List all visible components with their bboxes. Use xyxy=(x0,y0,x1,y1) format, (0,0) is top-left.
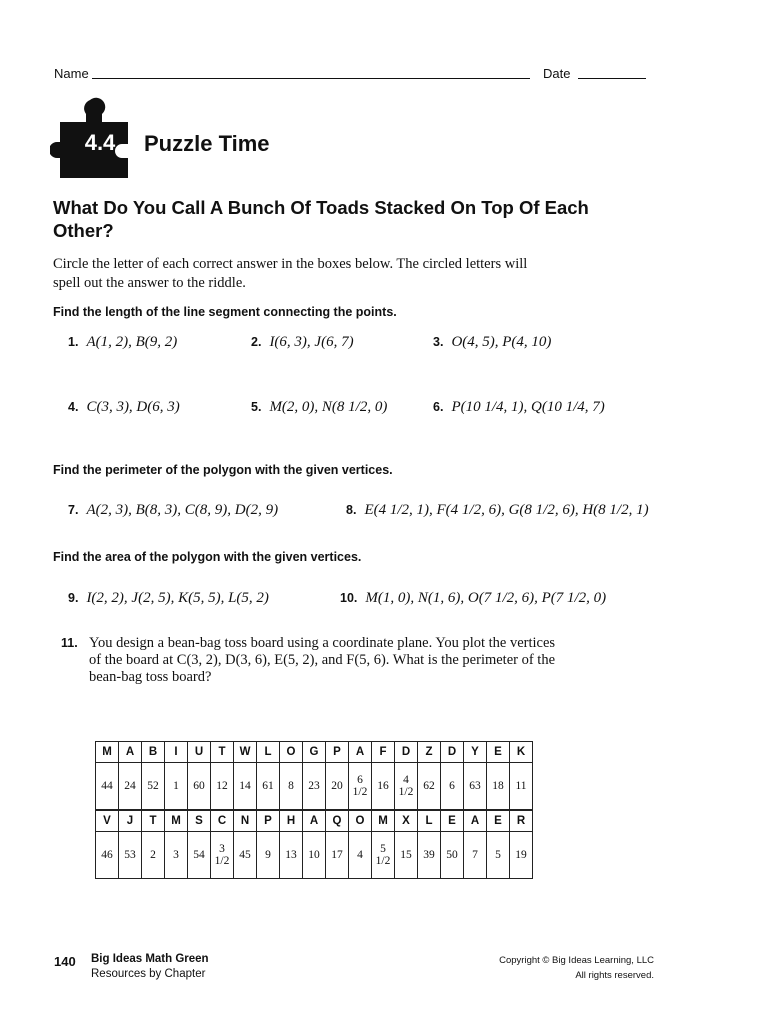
problem-text: I(2, 2), J(2, 5), K(5, 5), L(5, 2) xyxy=(86,590,269,606)
problem-text: M(2, 0), N(8 1/2, 0) xyxy=(269,399,388,415)
answer-value: 14 xyxy=(234,763,257,811)
problem-number: 6. xyxy=(433,400,444,414)
answer-value: 5 xyxy=(487,832,510,879)
answer-value: 16 xyxy=(372,763,395,811)
answer-letter[interactable]: V xyxy=(96,810,119,832)
answer-letter[interactable]: L xyxy=(257,742,280,763)
answer-letter[interactable]: T xyxy=(142,810,165,832)
answer-value: 24 xyxy=(119,763,142,811)
problem-2 xyxy=(251,334,354,351)
problem-8 xyxy=(346,502,649,519)
answer-value: 2 xyxy=(142,832,165,879)
answer-value: 3 xyxy=(165,832,188,879)
book-subtitle: Resources by Chapter xyxy=(91,968,206,980)
problem-number: 4. xyxy=(68,400,79,414)
answer-value: 12 xyxy=(211,763,234,811)
copyright-line: Copyright © Big Ideas Learning, LLC xyxy=(499,955,654,966)
answer-letter[interactable]: T xyxy=(211,742,234,763)
answer-letter[interactable]: Z xyxy=(418,742,441,763)
answer-value: 50 xyxy=(441,832,464,879)
answer-letter[interactable]: Q xyxy=(326,810,349,832)
answer-letter[interactable]: E xyxy=(441,810,464,832)
answer-value: 6 xyxy=(441,763,464,811)
answer-value: 4 xyxy=(349,832,372,879)
answer-letter[interactable]: W xyxy=(234,742,257,763)
problem-number: 1. xyxy=(68,335,79,349)
answer-value: 46 xyxy=(96,832,119,879)
answer-letter[interactable]: H xyxy=(280,810,303,832)
answer-value: 6 1/2 xyxy=(349,763,372,811)
answer-letter[interactable]: K xyxy=(510,742,533,763)
answer-letter[interactable]: E xyxy=(487,742,510,763)
answer-letter[interactable]: M xyxy=(96,742,119,763)
answer-value: 44 xyxy=(96,763,119,811)
riddle-question: What Do You Call A Bunch Of Toads Stacked On Top Of Each Other? xyxy=(53,197,589,241)
problem-4 xyxy=(68,399,180,416)
date-field[interactable] xyxy=(578,78,646,79)
answer-value: 20 xyxy=(326,763,349,811)
answer-letter[interactable]: M xyxy=(372,810,395,832)
section-number: 4.4 xyxy=(84,130,116,155)
answer-value: 7 xyxy=(464,832,487,879)
answer-value: 53 xyxy=(119,832,142,879)
problem-1 xyxy=(68,334,177,351)
problem-11 xyxy=(61,635,565,686)
answer-letter[interactable]: S xyxy=(188,810,211,832)
answer-value: 17 xyxy=(326,832,349,879)
problem-10 xyxy=(340,590,606,607)
answer-value: 62 xyxy=(418,763,441,811)
book-info xyxy=(91,952,209,982)
answer-letter[interactable]: N xyxy=(234,810,257,832)
answer-letter[interactable]: P xyxy=(257,810,280,832)
answer-value: 5 1/2 xyxy=(372,832,395,879)
answer-value: 23 xyxy=(303,763,326,811)
answer-letter[interactable]: F xyxy=(372,742,395,763)
problem-number: 8. xyxy=(346,503,357,517)
answer-value: 60 xyxy=(188,763,211,811)
section-heading-area: Find the area of the polygon with the given vertices. xyxy=(53,550,362,564)
section-heading-perimeter: Find the perimeter of the polygon with the given vertices. xyxy=(53,463,393,477)
page-title: Puzzle Time xyxy=(144,131,270,156)
letter-row-1 xyxy=(96,742,533,763)
answer-value: 45 xyxy=(234,832,257,879)
problem-number: 9. xyxy=(68,591,79,605)
problem-7 xyxy=(68,502,278,519)
answer-value: 15 xyxy=(395,832,418,879)
problem-text: A(2, 3), B(8, 3), C(8, 9), D(2, 9) xyxy=(86,502,279,518)
answer-letter[interactable]: L xyxy=(418,810,441,832)
problem-number: 2. xyxy=(251,335,262,349)
section-heading-length: Find the length of the line segment connecting the points. xyxy=(53,305,397,319)
answer-letter[interactable]: D xyxy=(395,742,418,763)
date-label: Date xyxy=(543,66,571,81)
problem-number: 3. xyxy=(433,335,444,349)
answer-letter[interactable]: A xyxy=(464,810,487,832)
answer-letter[interactable]: G xyxy=(303,742,326,763)
answer-value: 61 xyxy=(257,763,280,811)
answer-value: 18 xyxy=(487,763,510,811)
answer-letter[interactable]: R xyxy=(510,810,533,832)
problem-text: I(6, 3), J(6, 7) xyxy=(269,334,354,350)
answer-letter[interactable]: C xyxy=(211,810,234,832)
answer-letter[interactable]: I xyxy=(165,742,188,763)
answer-letter[interactable]: J xyxy=(119,810,142,832)
rights-line: All rights reserved. xyxy=(575,970,654,981)
answer-value: 8 xyxy=(280,763,303,811)
problem-number: 11. xyxy=(61,636,78,650)
name-field[interactable] xyxy=(92,78,530,79)
value-row-2 xyxy=(96,832,533,879)
problem-number: 10. xyxy=(340,591,358,605)
answer-value: 9 xyxy=(257,832,280,879)
answer-letter[interactable]: P xyxy=(326,742,349,763)
answer-letter[interactable]: D xyxy=(441,742,464,763)
answer-letter[interactable]: A xyxy=(119,742,142,763)
answer-letter[interactable]: X xyxy=(395,810,418,832)
problem-text: E(4 1/2, 1), F(4 1/2, 6), G(8 1/2, 6), H(8 1/2, 1) xyxy=(364,502,649,518)
page-number: 140 xyxy=(54,954,76,969)
answer-value: 13 xyxy=(280,832,303,879)
answer-letter[interactable]: A xyxy=(303,810,326,832)
instructions: Circle the letter of each correct answer in the boxes below. The circled letters will spell out the answer to the riddle. xyxy=(53,256,528,291)
answer-letter[interactable]: A xyxy=(349,742,372,763)
answer-letter[interactable]: E xyxy=(487,810,510,832)
answer-value: 54 xyxy=(188,832,211,879)
problem-text: A(1, 2), B(9, 2) xyxy=(86,334,178,350)
answer-letter[interactable]: Y xyxy=(464,742,487,763)
answer-value: 19 xyxy=(510,832,533,879)
answer-value: 10 xyxy=(303,832,326,879)
answer-letter[interactable]: U xyxy=(188,742,211,763)
answer-letter[interactable]: O xyxy=(280,742,303,763)
value-row-1 xyxy=(96,763,533,811)
problem-number: 7. xyxy=(68,503,79,517)
problem-text: P(10 1/4, 1), Q(10 1/4, 7) xyxy=(451,399,605,415)
answer-value: 4 1/2 xyxy=(395,763,418,811)
problem-text: You design a bean-bag toss board using a coordinate plane. You plot the vertices of the board at C(3, 2), D(3, 6), E(5, 2), and F(5, 6). What is the perimeter of the bean-bag toss board? xyxy=(89,635,556,685)
letter-row-2 xyxy=(96,810,533,832)
problem-5 xyxy=(251,399,387,416)
book-title: Big Ideas Math Green xyxy=(91,953,209,965)
answer-value: 3 1/2 xyxy=(211,832,234,879)
answer-table xyxy=(95,741,533,879)
problem-text: M(1, 0), N(1, 6), O(7 1/2, 6), P(7 1/2, 0) xyxy=(365,590,607,606)
answer-value: 11 xyxy=(510,763,533,811)
problem-number: 5. xyxy=(251,400,262,414)
problem-6 xyxy=(433,399,605,416)
answer-value: 1 xyxy=(165,763,188,811)
problem-text: O(4, 5), P(4, 10) xyxy=(451,334,552,350)
answer-letter[interactable]: O xyxy=(349,810,372,832)
problem-text: C(3, 3), D(6, 3) xyxy=(86,399,180,415)
name-label: Name xyxy=(54,66,89,81)
answer-value: 39 xyxy=(418,832,441,879)
copyright xyxy=(460,953,654,983)
answer-letter[interactable]: M xyxy=(165,810,188,832)
answer-letter[interactable]: B xyxy=(142,742,165,763)
answer-value: 52 xyxy=(142,763,165,811)
answer-value: 63 xyxy=(464,763,487,811)
problem-3 xyxy=(433,334,551,351)
problem-9 xyxy=(68,590,269,607)
